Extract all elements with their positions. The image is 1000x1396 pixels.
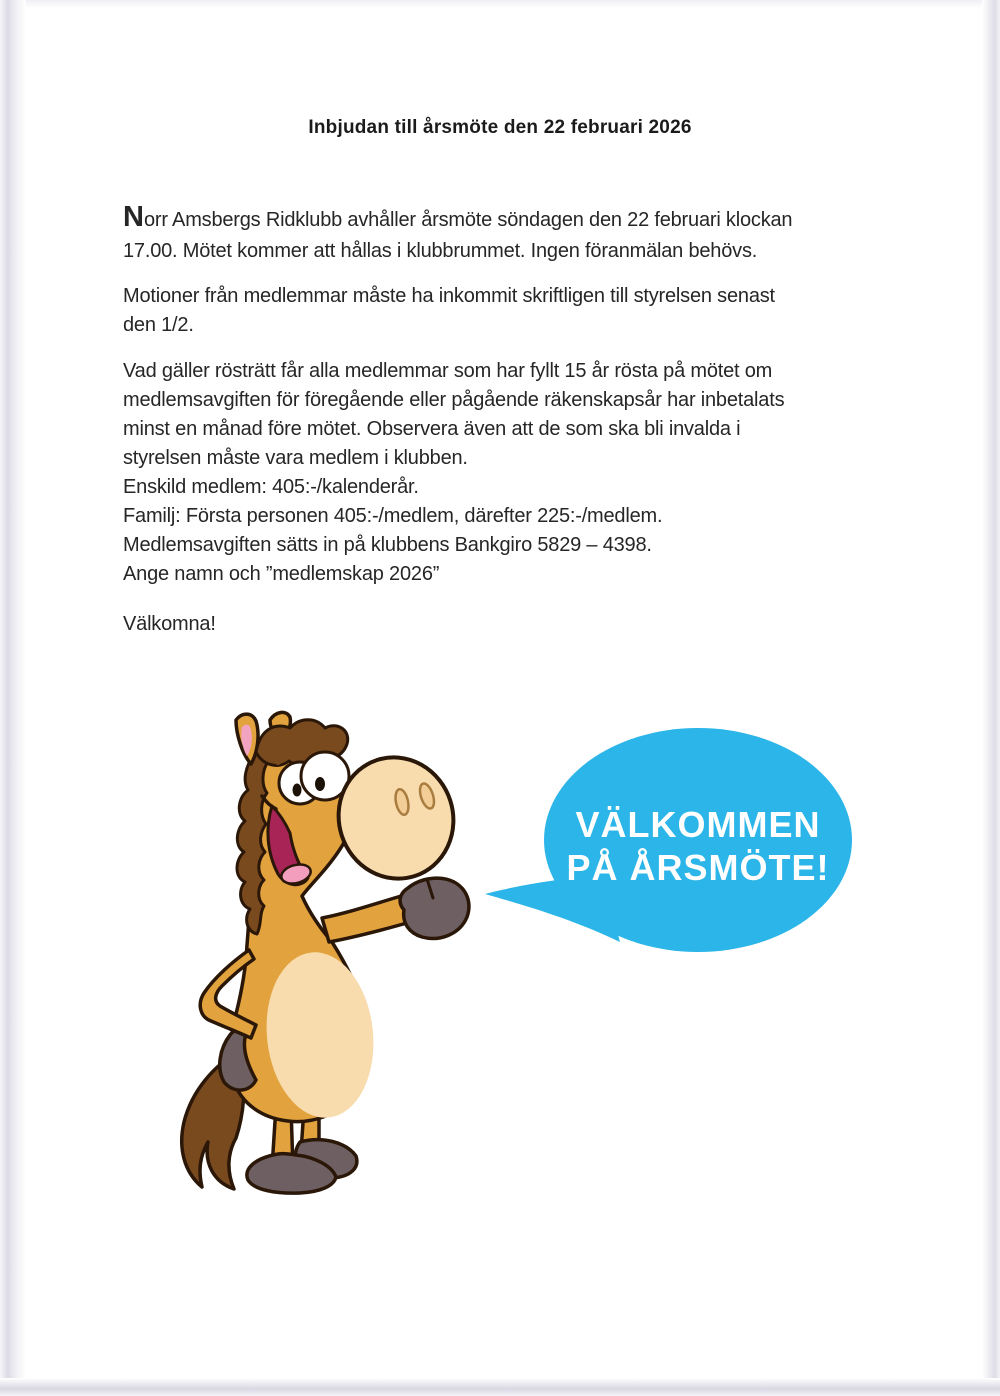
paragraph-meeting-info	[123, 202, 913, 267]
text-line-membership-note: Ange namn och ”medlemskap 2026”	[123, 563, 440, 585]
text-line: 17.00. Mötet kommer att hållas i klubbrummet. Ingen föranmälan behövs.	[123, 240, 758, 262]
drop-cap-initial: N	[123, 201, 144, 233]
paragraph-motions	[123, 282, 913, 340]
speech-bubble-text-line2: PÅ ÅRSMÖTE!	[566, 847, 830, 888]
paragraph-voting-and-fees	[123, 357, 913, 589]
text-line	[123, 202, 913, 236]
text-line: styrelsen måste vara medlem i klubben.	[123, 447, 468, 469]
horse-pupil-right	[315, 777, 325, 791]
text-line-rest: orr Amsbergs Ridklubb avhåller årsmöte söndagen den 22 februari klockan	[143, 209, 793, 231]
text-line-fee-family: Familj: Första personen 405:-/medlem, därefter 225:-/medlem.	[123, 505, 663, 527]
document-body	[123, 202, 913, 656]
text-line: Vad gäller rösträtt får alla medlemmar som har fyllt 15 år rösta på mötet om	[123, 360, 773, 382]
page-edge-right	[982, 0, 1000, 1396]
cartoon-horse	[182, 712, 469, 1193]
text-line: medlemsavgiften för föregående eller pågående räkenskapsår har inbetalats	[123, 389, 785, 411]
horse-illustration	[150, 690, 870, 1215]
page-edge-bottom	[0, 1378, 1000, 1396]
text-line: den 1/2.	[123, 314, 194, 336]
horse-pupil-left	[293, 784, 302, 797]
closing-greeting: Välkomna!	[123, 613, 216, 635]
text-line-bankgiro: Medlemsavgiften sätts in på klubbens Bankgiro 5829 – 4398.	[123, 534, 652, 556]
text-line: minst en månad före mötet. Observera även att de som ska bli invalda i	[123, 418, 741, 440]
document-title: Inbjudan till årsmöte den 22 februari 2026	[308, 117, 692, 138]
text-line: Motioner från medlemmar måste ha inkommit skriftligen till styrelsen senast	[123, 285, 775, 307]
speech-bubble-text-line1: VÄLKOMMEN	[575, 804, 821, 845]
speech-bubble	[485, 728, 852, 952]
text-line-fee-single: Enskild medlem: 405:-/kalenderår.	[123, 476, 419, 498]
horse-and-bubble-graphic	[150, 690, 870, 1215]
page-edge-left	[0, 0, 26, 1396]
horse-hoof-hand	[400, 878, 469, 938]
page-edge-top	[0, 0, 1000, 8]
